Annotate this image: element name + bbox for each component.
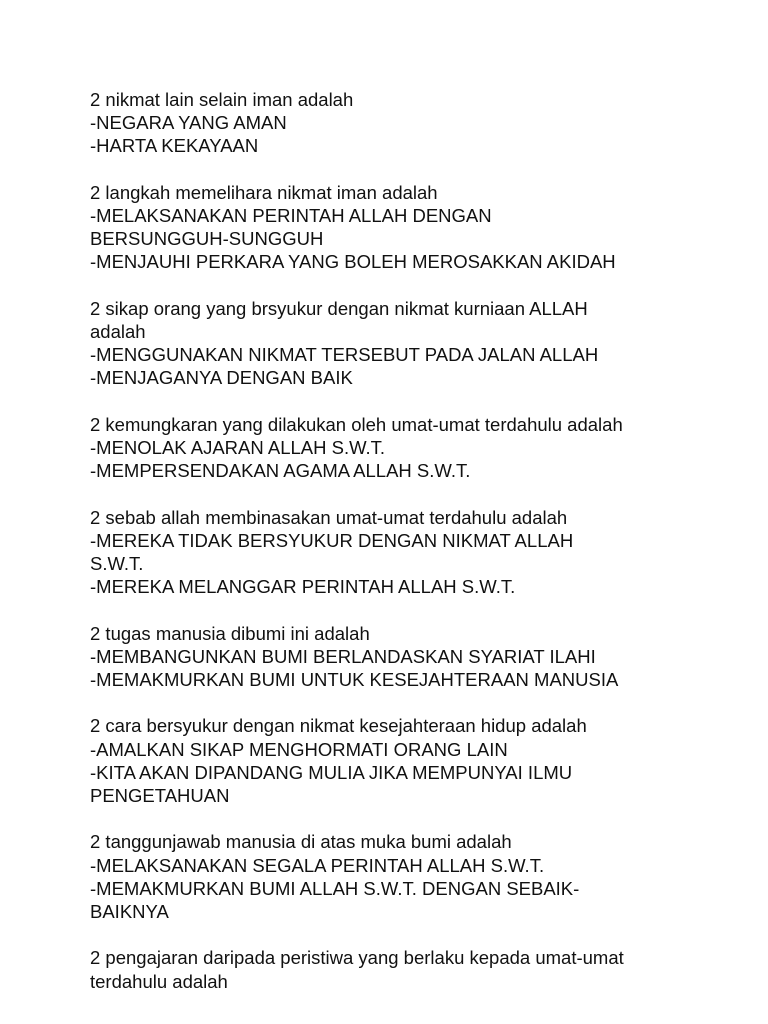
- section-point-continuation: BERSUNGGUH-SUNGGUH: [90, 228, 324, 250]
- section-point: -MEMPERSENDAKAN AGAMA ALLAH S.W.T.: [90, 460, 471, 482]
- section-nikmat-lain: [90, 88, 690, 158]
- section-point: -AMALKAN SIKAP MENGHORMATI ORANG LAIN: [90, 738, 508, 760]
- section-point: -NEGARA YANG AMAN: [90, 112, 287, 134]
- section-heading-continuation: terdahulu adalah: [90, 970, 228, 992]
- section-point-continuation: S.W.T.: [90, 553, 144, 574]
- section-kemungkaran: [90, 413, 690, 483]
- section-tanggungjawab: [90, 830, 690, 923]
- section-point: -MEMBANGUNKAN BUMI BERLANDASKAN SYARIAT ILAHI: [90, 645, 596, 667]
- section-point: -MEMAKMURKAN BUMI UNTUK KESEJAHTERAAN MANUSIA: [90, 669, 619, 690]
- section-point: -MENGGUNAKAN NIKMAT TERSEBUT PADA JALAN ALLAH: [90, 344, 599, 366]
- section-point: -MEREKA TIDAK BERSYUKUR DENGAN NIKMAT ALLAH: [90, 529, 574, 551]
- section-point: -MENJAGANYA DENGAN BAIK: [90, 367, 353, 389]
- section-point-continuation: BAIKNYA: [90, 901, 169, 922]
- section-point: -MEMAKMURKAN BUMI ALLAH S.W.T. DENGAN SEBAIK-: [90, 877, 580, 899]
- section-heading: 2 nikmat lain selain iman adalah: [90, 89, 354, 110]
- section-point: -HARTA KEKAYAAN: [90, 135, 259, 157]
- section-heading: 2 kemungkaran yang dilakukan oleh umat-umat terdahulu adalah: [90, 413, 623, 435]
- section-heading: 2 tanggunjawab manusia di atas muka bumi adalah: [90, 831, 512, 853]
- section-sebab-binasa: [90, 506, 690, 599]
- section-point: -MELAKSANAKAN PERINTAH ALLAH DENGAN: [90, 205, 492, 226]
- section-heading: 2 cara bersyukur dengan nikmat kesejahteraan hidup adalah: [90, 715, 587, 737]
- section-point: -MEREKA MELANGGAR PERINTAH ALLAH S.W.T.: [90, 576, 516, 598]
- section-point-continuation: PENGETAHUAN: [90, 785, 230, 806]
- section-point: -KITA AKAN DIPANDANG MULIA JIKA MEMPUNYAI ILMU: [90, 761, 573, 783]
- section-heading: 2 langkah memelihara nikmat iman adalah: [90, 181, 438, 203]
- section-heading: 2 sikap orang yang brsyukur dengan nikmat kurniaan ALLAH: [90, 297, 588, 319]
- section-point: -MENJAUHI PERKARA YANG BOLEH MEROSAKKAN AKIDAH: [90, 251, 616, 273]
- section-pengajaran: [90, 946, 690, 992]
- section-heading: 2 pengajaran daripada peristiwa yang berlaku kepada umat-umat: [90, 947, 624, 969]
- section-tugas-manusia: [90, 622, 690, 692]
- section-point: -MENOLAK AJARAN ALLAH S.W.T.: [90, 437, 386, 458]
- section-point: -MELAKSANAKAN SEGALA PERINTAH ALLAH S.W.T.: [90, 854, 545, 876]
- section-sikap-bersyukur: [90, 297, 690, 390]
- section-heading: 2 sebab allah membinasakan umat-umat terdahulu adalah: [90, 506, 568, 528]
- section-cara-bersyukur: [90, 714, 690, 807]
- section-heading: 2 tugas manusia dibumi ini adalah: [90, 622, 370, 644]
- section-memelihara-iman: [90, 181, 690, 274]
- document-page: [90, 88, 690, 1016]
- section-heading-continuation: adalah: [90, 321, 146, 342]
